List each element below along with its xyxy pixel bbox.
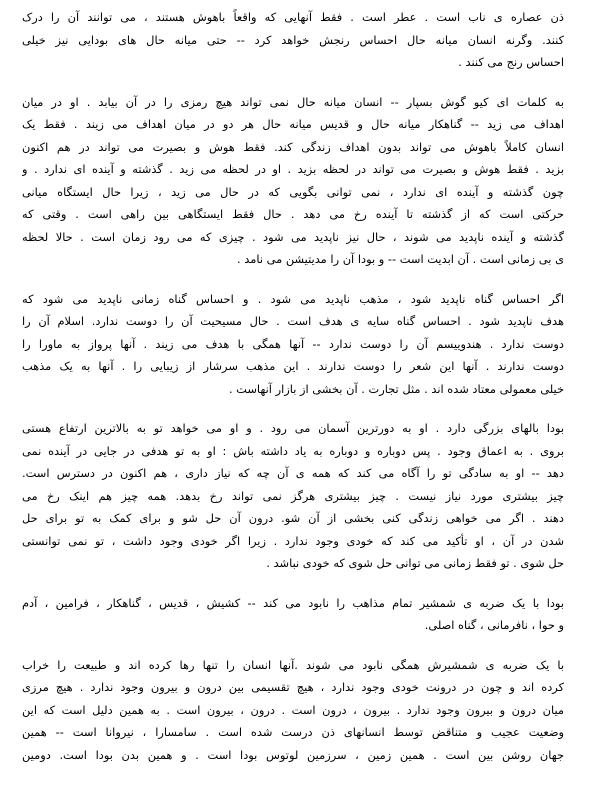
text-line: حرکتی است که از گذشته تا آینده رخ می دهد . حال فقط ایستگاهی بین راهی است . وقتی که [22,207,564,221]
text-line: بزید . فقط هوش و بصیرت می تواند در لحظه بزید . او در لحظه می زید . گذشته و آینده ای ندارد . و [22,162,564,176]
paragraph-5 [22,592,564,637]
text-line: دوست ندارد . هندوییسم آن را دوست ندارد -- آنها همگی با هدف می زیند . آنها پرواز به ماورا را [22,336,564,351]
text-line: کنند. وگرنه انسان میانه حال احساس رنجش خواهد کرد -- حتی میانه حال های بودایی نیز خیلی [22,32,564,47]
text-line: به کلمات ای کیو گوش بسپار -- انسان میانه حال نمی تواند هیچ رمزی را در آن بیابد . او در میان [22,94,564,109]
paragraph-2 [22,91,564,271]
text-line: چیز بیشتری مورد نیاز نیست . چیز بیشتری هرگز نمی تواند رخ بدهد. همه چیز هم اینک رخ می [22,488,564,503]
text-line: ی بی زمانی است . آن ابدیت است -- و بودا آن را مدیتیشن می نامد . [237,252,564,266]
text-line: کرده اند و چون در درونت خودی وجود ندارد ، هیچ تقسیمی بین درون و بیرون وجود ندارد . هیچ مرزی [22,680,564,694]
paragraph-6 [22,654,564,767]
text-line: انسان کاملاً باهوش می تواند بدون اهداف زندگی کند. فقط هوش و بصیرت می تواند در هم اکنون [22,139,564,154]
text-line: ذن عصاره ی ناب است . عطر است . فقط آنهایی که واقعاً باهوش هستند ، می توانند آن را درک [22,10,564,24]
text-line: بودا با یک ضربه ی شمشیر تمام مذاهب را نابود می کند -- کشیش ، قدیس ، گناهکار ، فرامین ، آدم [22,595,564,610]
text-line: گذشته و آینده ناپدید می شوند ، حال نیز ناپدید می شود . چیزی که می رود زمان است . حالا لحظه [22,229,564,244]
text-line: حل شوی . تو فقط زمانی می توانی حل شوی که خودی نباشد . [266,556,564,570]
text-line: اگر احساس گناه ناپدید شود ، مذهب ناپدید می شود . و احساس گناه زمانی ناپدید می شود که [22,291,564,306]
text-line: با یک ضربه ی شمشیرش همگی نابود می شوند .آنها انسان را تنها رها کرده اند و طبیعت را خراب [22,657,564,672]
paragraph-4 [22,417,564,575]
text-line: دهند . اگر می خواهی زندگی کنی بخشی از آن شو. درون آن حل شو و برای کمک به تو برای حل [22,511,564,525]
text-line: بودا بالهای بزرگی دارد . او به دورترین آسمان می رود . و او می خواهد تو به بالاترین ارتفاع هستی [22,421,564,435]
text-line: اهداف می زید -- گناهکار میانه حال و قدیس میانه حال هر دو در میان اهداف می زیند . فقط یک [22,117,564,131]
text-line: دهد -- او به سادگی تو را آگاه می کند که همه ی آن چه که نیاز داری ، هم اکنون در دسترس است. [22,466,564,480]
text-line: چون گذشته و آینده ای ندارد ، نمی توانی بگویی که در حال می زید ، زیرا حال ایستگاه میانی [22,184,564,199]
text-line: دوست ندارند . آنها این شعر را دوست ندارند . این مذهب سرشار از زیبایی را . آنها به یک مذهب [22,359,564,373]
text-line: جهان روشن بین است . همین زمین ، سرزمین لوتوس بودا است . و همین بدن بودا است. دومین [22,747,564,762]
text-line: و حوا ، نافرمانی ، گناه اصلی. [424,618,564,632]
paragraph-3 [22,288,564,401]
text-line: بروی . به اعماق وجود . پس دوباره و دوباره به یاد داشته باش : او به تو هدفی در جایی در آینده نمی [22,443,564,458]
text-line: شدن در آن ، او تأکید می کند که خودی وجود ندارد . زیرا اگر خودی وجود داشت ، تو نمی توانستی [22,533,564,548]
paragraph-1 [22,6,564,74]
text-line: وضعیت عجیب و متناقض توسط انسانهای ذن درست شده است . سامسارا ، نیروانا است -- همین [22,725,564,739]
text-line: هدف ناپدید شود . احساس گناه سایه ی هدف است . حال مسیحیت آن را دوست ندارد. اسلام آن را [22,314,564,328]
text-line: خیلی معمولی معتاد شده اند . مثل تجارت . آن بخشی از بازار آنهاست . [228,381,564,396]
text-line: میان درون و بیرون وجود ندارد . بیرون ، درون است . درون ، بیرون است . به همین دلیل است که این [22,702,564,717]
document-page [22,6,564,783]
text-line: احساس رنج می کنند . [458,55,564,69]
